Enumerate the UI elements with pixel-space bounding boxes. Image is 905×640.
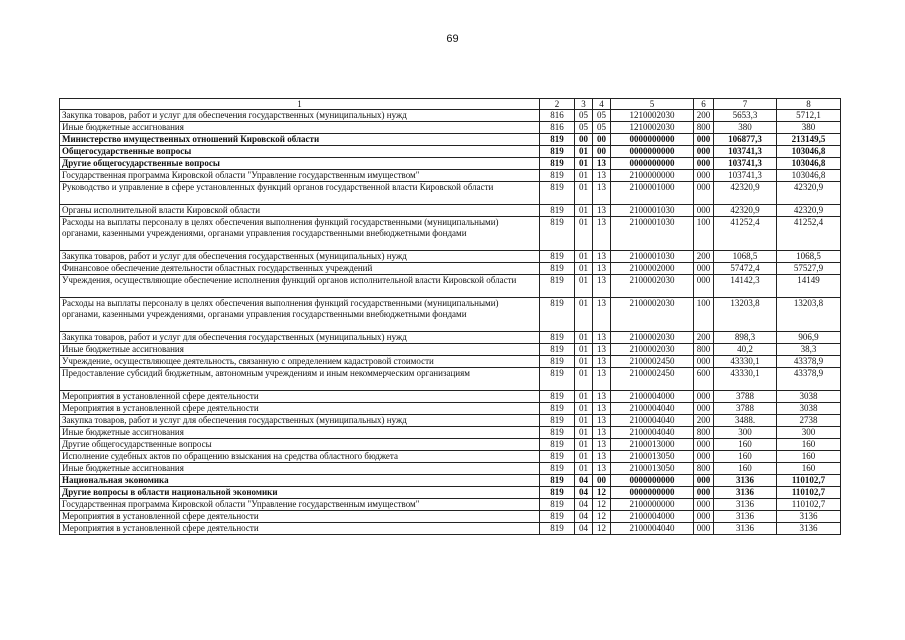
row-target-code: 2100002000 bbox=[611, 263, 694, 275]
row-target-code: 0000000000 bbox=[611, 134, 694, 146]
row-admin-code: 819 bbox=[540, 263, 575, 275]
row-admin-code: 816 bbox=[540, 122, 575, 134]
row-name: Исполнение судебных актов по обращению взыскания на средства областного бюджета bbox=[60, 451, 540, 463]
row-name: Государственная программа Кировской области "Управление государственным имуществом" bbox=[60, 499, 540, 511]
row-target-code: 0000000000 bbox=[611, 158, 694, 170]
row-expense-type: 000 bbox=[694, 487, 714, 499]
row-name: Расходы на выплаты персоналу в целях обеспечения выполнения функций государственными (муниципальными) органами, казенными учреждениями, органами управления государственными внебюджетными фондами bbox=[60, 298, 540, 332]
row-amount-year2: 13203,8 bbox=[777, 298, 841, 332]
row-target-code: 2100013000 bbox=[611, 439, 694, 451]
row-target-code: 1210002030 bbox=[611, 122, 694, 134]
row-admin-code: 819 bbox=[540, 475, 575, 487]
row-admin-code: 819 bbox=[540, 511, 575, 523]
row-amount-year2: 43378,9 bbox=[777, 356, 841, 368]
row-amount-year2: 103046,8 bbox=[777, 170, 841, 182]
row-amount-year2: 380 bbox=[777, 122, 841, 134]
row-admin-code: 819 bbox=[540, 298, 575, 332]
table-row bbox=[60, 344, 841, 356]
row-expense-type: 000 bbox=[694, 523, 714, 535]
row-subsection: 05 bbox=[593, 122, 611, 134]
row-amount-year2: 213149,5 bbox=[777, 134, 841, 146]
column-header: 6 bbox=[694, 99, 714, 110]
table-row bbox=[60, 403, 841, 415]
row-name: Общегосударственные вопросы bbox=[60, 146, 540, 158]
column-header: 5 bbox=[611, 99, 694, 110]
row-amount-year1: 40,2 bbox=[714, 344, 777, 356]
row-name: Закупка товаров, работ и услуг для обеспечения государственных (муниципальных) нужд bbox=[60, 415, 540, 427]
row-target-code: 2100001030 bbox=[611, 205, 694, 217]
row-name: Национальная экономика bbox=[60, 475, 540, 487]
table-row bbox=[60, 146, 841, 158]
row-target-code: 2100002030 bbox=[611, 344, 694, 356]
column-header: 3 bbox=[575, 99, 593, 110]
row-amount-year1: 43330,1 bbox=[714, 368, 777, 391]
row-name: Учреждение, осуществляющее деятельность, связанную с определением кадастровой стоимости bbox=[60, 356, 540, 368]
row-subsection: 13 bbox=[593, 170, 611, 182]
row-section: 04 bbox=[575, 523, 593, 535]
row-target-code: 1210002030 bbox=[611, 110, 694, 122]
row-target-code: 0000000000 bbox=[611, 146, 694, 158]
row-expense-type: 800 bbox=[694, 344, 714, 356]
row-name: Органы исполнительной власти Кировской области bbox=[60, 205, 540, 217]
row-amount-year1: 898,3 bbox=[714, 332, 777, 344]
row-amount-year1: 160 bbox=[714, 463, 777, 475]
row-section: 04 bbox=[575, 499, 593, 511]
row-section: 01 bbox=[575, 158, 593, 170]
row-name: Иные бюджетные ассигнования bbox=[60, 122, 540, 134]
row-subsection: 13 bbox=[593, 415, 611, 427]
row-admin-code: 819 bbox=[540, 170, 575, 182]
row-expense-type: 200 bbox=[694, 332, 714, 344]
row-amount-year1: 42320,9 bbox=[714, 205, 777, 217]
row-section: 01 bbox=[575, 217, 593, 251]
row-name: Другие вопросы в области национальной экономики bbox=[60, 487, 540, 499]
row-amount-year1: 160 bbox=[714, 451, 777, 463]
table-row bbox=[60, 356, 841, 368]
row-expense-type: 000 bbox=[694, 439, 714, 451]
row-expense-type: 600 bbox=[694, 368, 714, 391]
row-expense-type: 100 bbox=[694, 298, 714, 332]
row-subsection: 13 bbox=[593, 263, 611, 275]
row-target-code: 2100000000 bbox=[611, 170, 694, 182]
row-expense-type: 800 bbox=[694, 427, 714, 439]
row-admin-code: 819 bbox=[540, 182, 575, 205]
row-name: Мероприятия в установленной сфере деятельности bbox=[60, 523, 540, 535]
row-name: Государственная программа Кировской области "Управление государственным имуществом" bbox=[60, 170, 540, 182]
row-amount-year1: 103741,3 bbox=[714, 158, 777, 170]
row-amount-year2: 41252,4 bbox=[777, 217, 841, 251]
row-expense-type: 000 bbox=[694, 356, 714, 368]
row-amount-year1: 380 bbox=[714, 122, 777, 134]
row-name: Финансовое обеспечение деятельности областных государственных учреждений bbox=[60, 263, 540, 275]
table-row bbox=[60, 134, 841, 146]
row-target-code: 2100004040 bbox=[611, 523, 694, 535]
row-name: Закупка товаров, работ и услуг для обеспечения государственных (муниципальных) нужд bbox=[60, 110, 540, 122]
row-section: 01 bbox=[575, 427, 593, 439]
table-row bbox=[60, 217, 841, 251]
table-row bbox=[60, 427, 841, 439]
row-section: 01 bbox=[575, 439, 593, 451]
row-expense-type: 800 bbox=[694, 122, 714, 134]
row-amount-year2: 110102,7 bbox=[777, 499, 841, 511]
table-row bbox=[60, 511, 841, 523]
row-target-code: 2100002030 bbox=[611, 332, 694, 344]
row-admin-code: 819 bbox=[540, 499, 575, 511]
row-section: 01 bbox=[575, 403, 593, 415]
row-subsection: 13 bbox=[593, 158, 611, 170]
row-name: Мероприятия в установленной сфере деятельности bbox=[60, 391, 540, 403]
row-admin-code: 819 bbox=[540, 217, 575, 251]
row-admin-code: 819 bbox=[540, 439, 575, 451]
row-subsection: 13 bbox=[593, 332, 611, 344]
row-subsection: 13 bbox=[593, 368, 611, 391]
row-amount-year2: 14149 bbox=[777, 275, 841, 298]
row-target-code: 2100001030 bbox=[611, 217, 694, 251]
row-target-code: 0000000000 bbox=[611, 475, 694, 487]
row-amount-year2: 103046,8 bbox=[777, 158, 841, 170]
row-admin-code: 819 bbox=[540, 205, 575, 217]
row-section: 05 bbox=[575, 122, 593, 134]
row-amount-year2: 42320,9 bbox=[777, 205, 841, 217]
row-section: 01 bbox=[575, 391, 593, 403]
row-name: Закупка товаров, работ и услуг для обеспечения государственных (муниципальных) нужд bbox=[60, 332, 540, 344]
row-expense-type: 000 bbox=[694, 275, 714, 298]
row-section: 01 bbox=[575, 368, 593, 391]
row-expense-type: 200 bbox=[694, 110, 714, 122]
row-section: 01 bbox=[575, 332, 593, 344]
row-amount-year1: 3488. bbox=[714, 415, 777, 427]
row-amount-year1: 160 bbox=[714, 439, 777, 451]
row-section: 04 bbox=[575, 487, 593, 499]
row-section: 01 bbox=[575, 275, 593, 298]
row-expense-type: 100 bbox=[694, 217, 714, 251]
row-expense-type: 000 bbox=[694, 146, 714, 158]
row-amount-year1: 300 bbox=[714, 427, 777, 439]
row-target-code: 2100013050 bbox=[611, 463, 694, 475]
row-amount-year2: 3038 bbox=[777, 403, 841, 415]
row-amount-year2: 57527,9 bbox=[777, 263, 841, 275]
row-expense-type: 000 bbox=[694, 475, 714, 487]
table-row bbox=[60, 332, 841, 344]
row-section: 01 bbox=[575, 344, 593, 356]
row-amount-year1: 103741,3 bbox=[714, 170, 777, 182]
header-row bbox=[60, 99, 841, 110]
row-expense-type: 000 bbox=[694, 451, 714, 463]
row-section: 01 bbox=[575, 170, 593, 182]
row-section: 04 bbox=[575, 511, 593, 523]
row-expense-type: 200 bbox=[694, 415, 714, 427]
row-expense-type: 000 bbox=[694, 499, 714, 511]
row-section: 04 bbox=[575, 475, 593, 487]
row-expense-type: 000 bbox=[694, 158, 714, 170]
row-expense-type: 000 bbox=[694, 403, 714, 415]
row-admin-code: 819 bbox=[540, 415, 575, 427]
row-subsection: 00 bbox=[593, 134, 611, 146]
row-expense-type: 000 bbox=[694, 205, 714, 217]
row-amount-year2: 110102,7 bbox=[777, 487, 841, 499]
row-name: Иные бюджетные ассигнования bbox=[60, 427, 540, 439]
row-admin-code: 819 bbox=[540, 523, 575, 535]
row-expense-type: 000 bbox=[694, 511, 714, 523]
table-row bbox=[60, 415, 841, 427]
row-amount-year2: 3136 bbox=[777, 523, 841, 535]
row-amount-year1: 3136 bbox=[714, 475, 777, 487]
row-target-code: 2100004000 bbox=[611, 511, 694, 523]
row-expense-type: 200 bbox=[694, 251, 714, 263]
table-row bbox=[60, 122, 841, 134]
row-name: Руководство и управление в сфере установленных функций органов государственной власти Кировской области bbox=[60, 182, 540, 205]
row-expense-type: 000 bbox=[694, 182, 714, 205]
row-target-code: 2100001030 bbox=[611, 251, 694, 263]
row-name: Иные бюджетные ассигнования bbox=[60, 344, 540, 356]
row-admin-code: 819 bbox=[540, 146, 575, 158]
column-header: 8 bbox=[777, 99, 841, 110]
row-admin-code: 819 bbox=[540, 332, 575, 344]
row-amount-year1: 3136 bbox=[714, 511, 777, 523]
row-section: 01 bbox=[575, 415, 593, 427]
row-amount-year1: 106877,3 bbox=[714, 134, 777, 146]
row-section: 01 bbox=[575, 205, 593, 217]
table-row bbox=[60, 499, 841, 511]
row-amount-year2: 43378,9 bbox=[777, 368, 841, 391]
row-expense-type: 000 bbox=[694, 170, 714, 182]
table-row bbox=[60, 391, 841, 403]
row-admin-code: 819 bbox=[540, 463, 575, 475]
row-amount-year2: 2738 bbox=[777, 415, 841, 427]
table-row bbox=[60, 523, 841, 535]
row-amount-year2: 103046,8 bbox=[777, 146, 841, 158]
row-subsection: 13 bbox=[593, 217, 611, 251]
row-admin-code: 819 bbox=[540, 134, 575, 146]
row-amount-year2: 3038 bbox=[777, 391, 841, 403]
row-admin-code: 819 bbox=[540, 391, 575, 403]
row-admin-code: 819 bbox=[540, 487, 575, 499]
row-section: 01 bbox=[575, 182, 593, 205]
table-row bbox=[60, 205, 841, 217]
row-amount-year1: 103741,3 bbox=[714, 146, 777, 158]
row-subsection: 13 bbox=[593, 391, 611, 403]
row-subsection: 12 bbox=[593, 487, 611, 499]
row-amount-year1: 3136 bbox=[714, 499, 777, 511]
row-admin-code: 816 bbox=[540, 110, 575, 122]
row-name: Закупка товаров, работ и услуг для обеспечения государственных (муниципальных) нужд bbox=[60, 251, 540, 263]
row-target-code: 2100004040 bbox=[611, 427, 694, 439]
table-row bbox=[60, 170, 841, 182]
table-row bbox=[60, 451, 841, 463]
row-amount-year2: 5712,1 bbox=[777, 110, 841, 122]
column-header: 7 bbox=[714, 99, 777, 110]
row-admin-code: 819 bbox=[540, 344, 575, 356]
table-row bbox=[60, 463, 841, 475]
row-amount-year2: 38,3 bbox=[777, 344, 841, 356]
row-section: 01 bbox=[575, 251, 593, 263]
row-subsection: 13 bbox=[593, 275, 611, 298]
row-target-code: 2100004040 bbox=[611, 415, 694, 427]
row-subsection: 13 bbox=[593, 356, 611, 368]
row-amount-year2: 110102,7 bbox=[777, 475, 841, 487]
row-subsection: 12 bbox=[593, 499, 611, 511]
row-name: Предоставление субсидий бюджетным, автономным учреждениям и иным некоммерческим организациям bbox=[60, 368, 540, 391]
row-target-code: 0000000000 bbox=[611, 487, 694, 499]
row-section: 01 bbox=[575, 298, 593, 332]
row-subsection: 13 bbox=[593, 344, 611, 356]
row-section: 01 bbox=[575, 146, 593, 158]
row-target-code: 2100013050 bbox=[611, 451, 694, 463]
row-subsection: 13 bbox=[593, 182, 611, 205]
row-section: 00 bbox=[575, 134, 593, 146]
row-amount-year2: 906,9 bbox=[777, 332, 841, 344]
row-amount-year1: 43330,1 bbox=[714, 356, 777, 368]
row-name: Мероприятия в установленной сфере деятельности bbox=[60, 511, 540, 523]
table-row bbox=[60, 298, 841, 332]
table-row bbox=[60, 110, 841, 122]
row-name: Учреждения, осуществляющие обеспечение исполнения функций органов исполнительной власти Кировской области bbox=[60, 275, 540, 298]
row-amount-year1: 3136 bbox=[714, 487, 777, 499]
row-admin-code: 819 bbox=[540, 251, 575, 263]
column-header: 4 bbox=[593, 99, 611, 110]
row-subsection: 00 bbox=[593, 146, 611, 158]
row-name: Министерство имущественных отношений Кировской области bbox=[60, 134, 540, 146]
row-subsection: 13 bbox=[593, 451, 611, 463]
row-amount-year2: 160 bbox=[777, 451, 841, 463]
row-target-code: 2100002030 bbox=[611, 275, 694, 298]
row-subsection: 13 bbox=[593, 251, 611, 263]
row-amount-year1: 5653,3 bbox=[714, 110, 777, 122]
row-section: 01 bbox=[575, 263, 593, 275]
row-section: 01 bbox=[575, 451, 593, 463]
row-target-code: 2100004000 bbox=[611, 391, 694, 403]
table-row bbox=[60, 263, 841, 275]
table-row bbox=[60, 182, 841, 205]
row-amount-year1: 1068,5 bbox=[714, 251, 777, 263]
table-row bbox=[60, 487, 841, 499]
row-amount-year1: 41252,4 bbox=[714, 217, 777, 251]
row-subsection: 13 bbox=[593, 205, 611, 217]
row-target-code: 2100002030 bbox=[611, 298, 694, 332]
row-subsection: 13 bbox=[593, 463, 611, 475]
table-row bbox=[60, 251, 841, 263]
row-admin-code: 819 bbox=[540, 275, 575, 298]
row-admin-code: 819 bbox=[540, 403, 575, 415]
row-subsection: 13 bbox=[593, 427, 611, 439]
row-target-code: 2100000000 bbox=[611, 499, 694, 511]
row-subsection: 13 bbox=[593, 298, 611, 332]
row-subsection: 12 bbox=[593, 523, 611, 535]
row-amount-year2: 3136 bbox=[777, 511, 841, 523]
row-amount-year2: 1068,5 bbox=[777, 251, 841, 263]
row-section: 01 bbox=[575, 356, 593, 368]
row-section: 05 bbox=[575, 110, 593, 122]
row-subsection: 05 bbox=[593, 110, 611, 122]
row-amount-year1: 3788 bbox=[714, 391, 777, 403]
row-admin-code: 819 bbox=[540, 368, 575, 391]
row-subsection: 13 bbox=[593, 439, 611, 451]
row-amount-year2: 42320,9 bbox=[777, 182, 841, 205]
row-subsection: 13 bbox=[593, 403, 611, 415]
row-target-code: 2100002450 bbox=[611, 356, 694, 368]
row-amount-year1: 57472,4 bbox=[714, 263, 777, 275]
row-amount-year1: 14142,3 bbox=[714, 275, 777, 298]
row-name: Расходы на выплаты персоналу в целях обеспечения выполнения функций государственными (муниципальными) органами, казенными учреждениями, органами управления государственными внебюджетными фондами bbox=[60, 217, 540, 251]
row-target-code: 2100001000 bbox=[611, 182, 694, 205]
table-row bbox=[60, 475, 841, 487]
row-expense-type: 000 bbox=[694, 391, 714, 403]
row-subsection: 12 bbox=[593, 511, 611, 523]
row-amount-year2: 160 bbox=[777, 439, 841, 451]
table-row bbox=[60, 158, 841, 170]
row-amount-year1: 3788 bbox=[714, 403, 777, 415]
row-name: Мероприятия в установленной сфере деятельности bbox=[60, 403, 540, 415]
row-admin-code: 819 bbox=[540, 451, 575, 463]
row-amount-year1: 13203,8 bbox=[714, 298, 777, 332]
column-header: 1 bbox=[60, 99, 540, 110]
row-section: 01 bbox=[575, 463, 593, 475]
row-expense-type: 000 bbox=[694, 134, 714, 146]
row-expense-type: 800 bbox=[694, 463, 714, 475]
row-amount-year1: 42320,9 bbox=[714, 182, 777, 205]
row-amount-year2: 160 bbox=[777, 463, 841, 475]
budget-table bbox=[59, 98, 841, 535]
row-expense-type: 000 bbox=[694, 263, 714, 275]
row-target-code: 2100002450 bbox=[611, 368, 694, 391]
row-admin-code: 819 bbox=[540, 356, 575, 368]
row-name: Другие общегосударственные вопросы bbox=[60, 158, 540, 170]
page-number: 69 bbox=[446, 33, 459, 45]
table-row bbox=[60, 368, 841, 391]
row-target-code: 2100004040 bbox=[611, 403, 694, 415]
row-subsection: 00 bbox=[593, 475, 611, 487]
column-header: 2 bbox=[540, 99, 575, 110]
row-admin-code: 819 bbox=[540, 158, 575, 170]
table-row bbox=[60, 275, 841, 298]
row-admin-code: 819 bbox=[540, 427, 575, 439]
row-name: Иные бюджетные ассигнования bbox=[60, 463, 540, 475]
row-amount-year2: 300 bbox=[777, 427, 841, 439]
row-amount-year1: 3136 bbox=[714, 523, 777, 535]
row-name: Другие общегосударственные вопросы bbox=[60, 439, 540, 451]
table-row bbox=[60, 439, 841, 451]
